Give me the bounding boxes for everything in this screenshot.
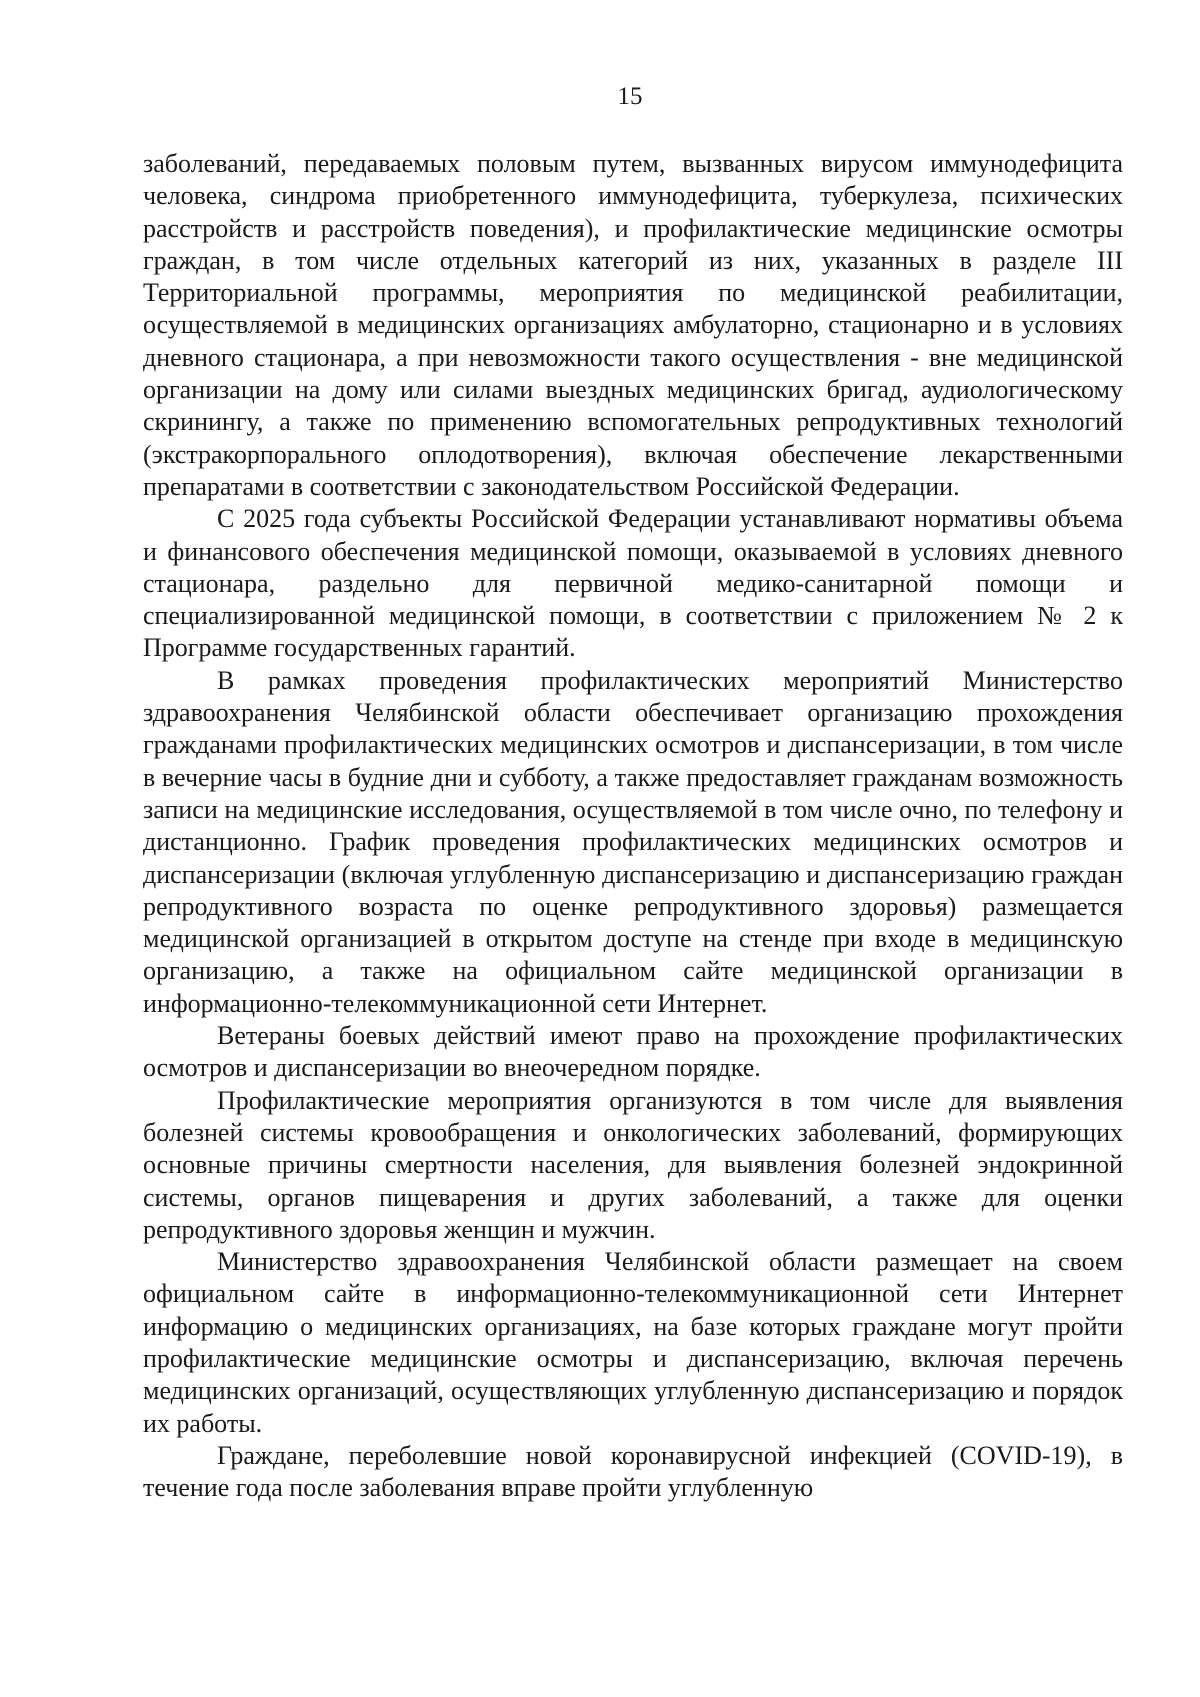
document-body (143, 148, 1123, 1504)
paragraph-continuation: заболеваний, передаваемых половым путем, вызванных вирусом иммунодефицита человека, синдрома приобретенного иммунодефицита, туберкулеза, психических расстройств и расстройств поведения), и профилактические медицинские осмотры граждан, в том числе отдельных категорий из них, указанных в разделе III Территориальной программы, мероприятия по медицинской реабилитации, осуществляемой в медицинских организациях амбулаторно, стационарно и в условиях дневного стационара, а при невозможности такого осуществления - вне медицинской организации на дому или силами выездных медицинских бригад, аудиологическому скринингу, а также по применению вспомогательных репродуктивных технологий (экстракорпорального оплодотворения), включая обеспечение лекарственными препаратами в соответствии с законодательством Российской Федерации. (143, 149, 1123, 501)
paragraph-covid: Граждане, переболевшие новой коронавирусной инфекцией (COVID-19), в течение года после заболевания вправе пройти углубленную (143, 1440, 1123, 1503)
paragraph-preventive-goals: Профилактические мероприятия организуются в том числе для выявления болезней системы кровообращения и онкологических заболеваний, формирующих основные причины смертности населения, для выявления болезней эндокринной системы, органов пищеварения и других заболеваний, а также для оценки репродуктивного здоровья женщин и мужчин. (143, 1085, 1123, 1244)
paragraph-preventive-measures: В рамках проведения профилактических мероприятий Министерство здравоохранения Челябинской области обеспечивает организацию прохождения гражданами профилактических медицинских осмотров и диспансеризации, в том числе в вечерние часы в будние дни и субботу, а также предоставляет гражданам возможность записи на медицинские исследования, осуществляемой в том числе очно, по телефону и дистанционно. График проведения профилактических медицинских осмотров и диспансеризации (включая углубленную диспансеризацию и диспансеризацию граждан репродуктивного возраста по оценке репродуктивного здоровья) размещается медицинской организацией в открытом доступе на стенде при входе в медицинскую организацию, а также на официальном сайте медицинской организации в информационно-телекоммуникационной сети Интернет. (143, 665, 1123, 1018)
paragraph-veterans: Ветераны боевых действий имеют право на прохождение профилактических осмотров и диспансеризации во внеочередном порядке. (143, 1021, 1123, 1083)
paragraph-ministry-website: Министерство здравоохранения Челябинской области размещает на своем официальном сайте в информационно-телекоммуникационной сети Интернет информацию о медицинских организациях, на базе которых граждане могут пройти профилактические медицинские осмотры и диспансеризацию, включая перечень медицинских организаций, осуществляющих углубленную диспансеризацию и порядок их работы. (143, 1247, 1123, 1438)
page-number: 15 (617, 83, 643, 110)
paragraph-day-hospital-norms: С 2025 года субъекты Российской Федерации устанавливают нормативы объема и финансового обеспечения медицинской помощи, оказываемой в условиях дневного стационара, раздельно для первичной медико-санитарной помощи и специализированной медицинской помощи, в соответствии с приложением № 2 к Программе государственных гарантий. (143, 504, 1123, 663)
